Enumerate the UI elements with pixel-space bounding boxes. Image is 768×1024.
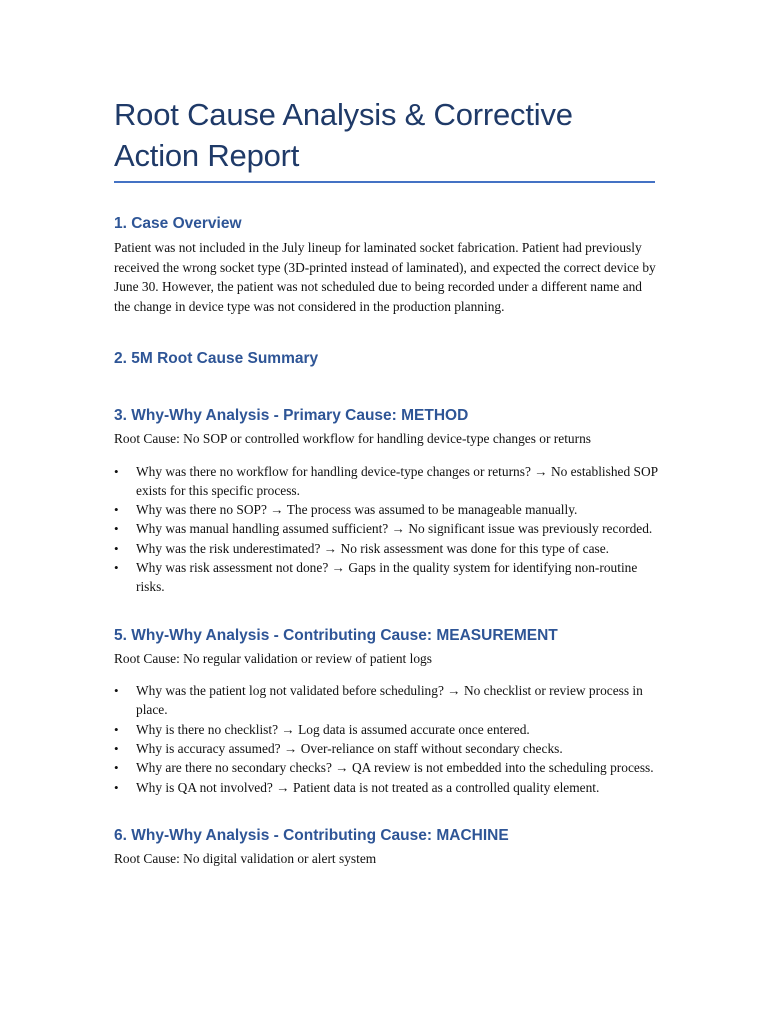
list-item: • Why was there no workflow for handling device-type changes or returns? → No established SOP exists for this specific process. [114, 463, 658, 498]
method-heading: 3. Why-Why Analysis - Primary Cause: METHOD [114, 407, 469, 424]
bullet-icon: • [114, 521, 119, 537]
five-m-heading: 2. 5M Root Cause Summary [114, 350, 319, 367]
bullet-icon: • [114, 740, 119, 756]
machine-heading: 6. Why-Why Analysis - Contributing Cause: MACHINE [114, 826, 509, 844]
list-item: • Why is accuracy assumed? → Over-reliance on staff without secondary checks. [114, 739, 659, 758]
bullet-icon: • [114, 683, 119, 699]
case-overview-body: Patient was not included in the July lineup for laminated socket fabrication. Patient had previously received the wrong socket type (3D-printed instead of laminated), and expected the correct device by June 30. However, the patient was not scheduled due to being recorded under a different name and the change in device type was not considered in the production planning. [114, 240, 656, 314]
document-body [114, 94, 659, 868]
list-item: • Why was the risk underestimated? → No risk assessment was done for this type of case. [114, 539, 659, 558]
list-item: • Why is QA not involved? → Patient data is not treated as a controlled quality element. [114, 778, 659, 797]
measurement-root-cause: Root Cause: No regular validation or review of patient logs [114, 650, 432, 666]
bullet-icon: • [114, 463, 119, 479]
list-item: • Why was there no SOP? → The process was assumed to be manageable manually. [114, 500, 659, 519]
list-item: • Why is there no checklist? → Log data is assumed accurate once entered. [114, 720, 659, 739]
list-item: • Why was risk assessment not done? → Gaps in the quality system for identifying non-routine risks. [114, 559, 638, 595]
report-title: Root Cause Analysis & Corrective Action Report [114, 97, 573, 173]
bullet-icon: • [114, 502, 119, 518]
measurement-why-list [114, 681, 659, 797]
method-root-cause: Root Cause: No SOP or controlled workflow for handling device-type changes or returns [114, 431, 591, 446]
list-item: • Why was manual handling assumed sufficient? → No significant issue was previously recorded. [114, 519, 659, 538]
bullet-icon: • [114, 779, 119, 795]
machine-root-cause: Root Cause: No digital validation or alert system [114, 850, 377, 866]
bullet-icon: • [114, 721, 119, 737]
title-underline [114, 181, 655, 183]
list-item: • Why was the patient log not validated before scheduling? → No checklist or review process in place. [114, 683, 643, 718]
list-item: • Why are there no secondary checks? → QA review is not embedded into the scheduling process. [114, 758, 659, 777]
bullet-icon: • [114, 559, 119, 575]
bullet-icon: • [114, 760, 119, 776]
measurement-heading: 5. Why-Why Analysis - Contributing Cause: MEASUREMENT [114, 626, 558, 644]
method-why-list [114, 462, 659, 597]
case-overview-heading: 1. Case Overview [114, 215, 242, 232]
bullet-icon: • [114, 540, 119, 556]
